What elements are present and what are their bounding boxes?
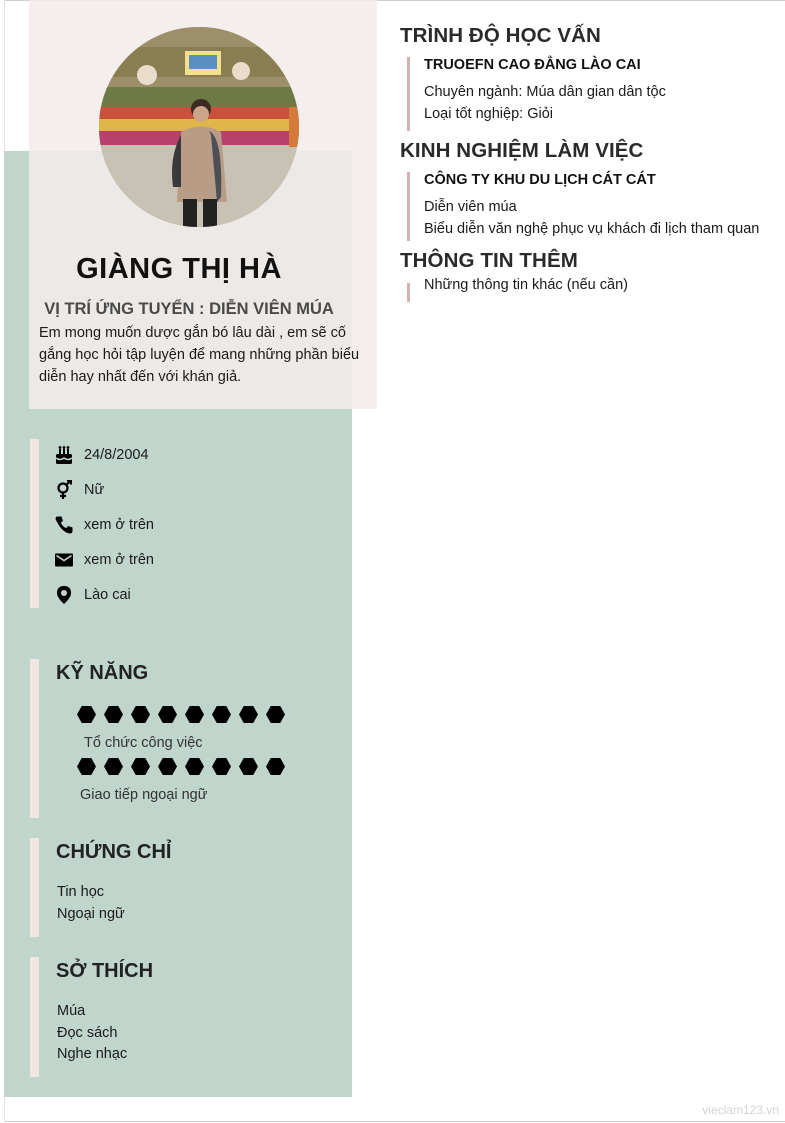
extra-info-text: Những thông tin khác (nếu cần) (424, 277, 628, 293)
school-name: TRUOEFN CAO ĐẲNG LÀO CAI (424, 57, 641, 73)
birthday-cake-icon (54, 445, 74, 465)
education-grade: Loại tốt nghiệp: Giỏi (424, 106, 553, 122)
hobbies-list (57, 1001, 127, 1066)
skill-level-hexagon-icon (185, 758, 204, 775)
education-title: TRÌNH ĐỘ HỌC VẤN (400, 24, 601, 47)
certificate-item: Tin học (57, 884, 105, 900)
hobby-item: Múa (57, 1003, 86, 1019)
avatar-photo (99, 27, 299, 227)
skill-level-hexagon-icon (158, 758, 177, 775)
skill-level-hexagon-icon (266, 706, 285, 723)
site-watermark: vieclam123.vn (702, 1103, 779, 1117)
contact-address (54, 584, 131, 606)
skill-level-rating (77, 706, 285, 723)
contact-phone (54, 514, 154, 536)
extra-info-title: THÔNG TIN THÊM (400, 249, 578, 272)
job-role: Diễn viên múa (424, 199, 517, 215)
skill-level-hexagon-icon (77, 758, 96, 775)
contact-email (54, 549, 154, 571)
company-name: CÔNG TY KHU DU LỊCH CÁT CÁT (424, 172, 656, 188)
phone-text: xem ở trên (84, 517, 154, 533)
experience-accent-line (407, 172, 410, 241)
skill-name: Giao tiếp ngoại ngữ (80, 787, 208, 803)
contact-gender (54, 479, 105, 501)
job-description: Biểu diễn văn nghệ phục vụ khách đi lịch tham quan (424, 221, 760, 237)
contact-accent-bar (30, 439, 39, 608)
certificates-list (57, 882, 125, 925)
skill-level-hexagon-icon (131, 706, 150, 723)
hobbies-accent-bar (30, 957, 39, 1077)
position-applied: VỊ TRÍ ỨNG TUYỂN : DIỄN VIÊN MÚA (44, 300, 334, 318)
certificates-title: CHỨNG CHỈ (56, 841, 172, 863)
email-icon (54, 550, 74, 570)
skill-level-hexagon-icon (212, 706, 231, 723)
extra-info-accent-line (407, 283, 410, 302)
skill-level-hexagon-icon (104, 758, 123, 775)
skill-level-hexagon-icon (266, 758, 285, 775)
hobbies-title: SỞ THÍCH (56, 960, 154, 982)
skill-level-hexagon-icon (185, 706, 204, 723)
skill-name: Tổ chức công việc (84, 735, 203, 751)
hobby-item: Đọc sách (57, 1024, 118, 1041)
career-objective: Em mong muốn dược gắn bó lâu dài , em sẽ cố gắng học hỏi tập luyện để mang những phần biểu diễn hay nhất đến với khán giả. (39, 325, 360, 385)
skill-level-hexagon-icon (239, 706, 258, 723)
candidate-name: GIÀNG THỊ HÀ (76, 253, 282, 285)
skill-level-hexagon-icon (212, 758, 231, 775)
location-pin-icon (54, 585, 74, 605)
birthday-text: 24/8/2004 (84, 447, 149, 463)
skill-level-hexagon-icon (77, 706, 96, 723)
skills-title: KỸ NĂNG (56, 662, 149, 684)
certificate-item: Ngoại ngữ (57, 905, 125, 922)
skill-level-hexagon-icon (158, 706, 177, 723)
phone-icon (54, 515, 74, 535)
address-text: Lào cai (84, 587, 131, 603)
skill-level-hexagon-icon (239, 758, 258, 775)
gender-icon (54, 480, 74, 500)
gender-text: Nữ (84, 482, 105, 498)
skills-accent-bar (30, 659, 39, 818)
hobby-item: Nghe nhạc (57, 1046, 128, 1062)
education-major: Chuyên ngành: Múa dân gian dân tộc (424, 84, 666, 100)
skill-level-rating (77, 758, 285, 775)
skill-level-hexagon-icon (104, 706, 123, 723)
skill-level-hexagon-icon (131, 758, 150, 775)
experience-title: KINH NGHIỆM LÀM VIỆC (400, 139, 644, 162)
education-accent-line (407, 57, 410, 131)
certificates-accent-bar (30, 838, 39, 937)
contact-birthday (54, 444, 149, 466)
email-text: xem ở trên (84, 552, 154, 568)
